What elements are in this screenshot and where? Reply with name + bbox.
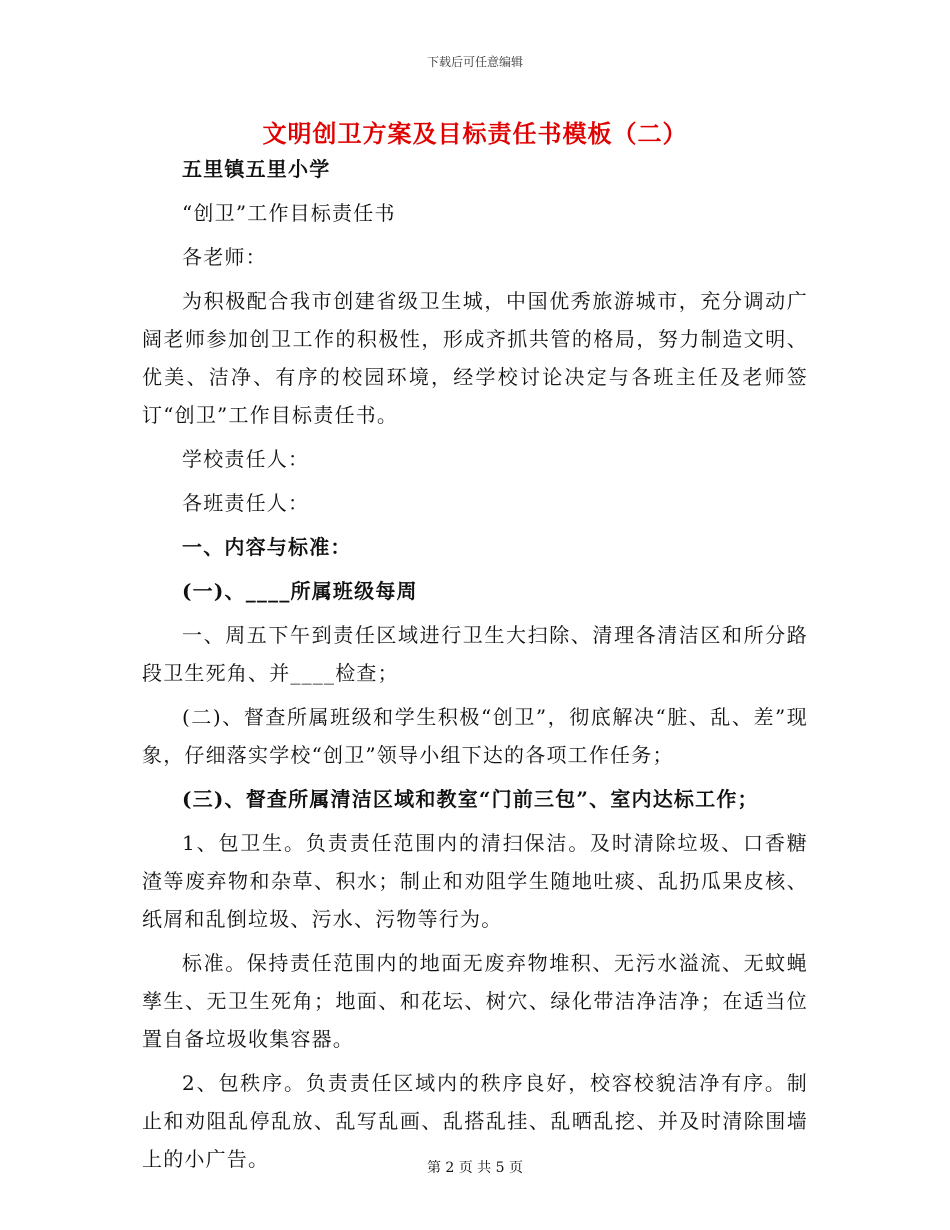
school-responsible-person: 学校责任人： (182, 447, 310, 471)
paragraph-order: 2、包秩序。负责责任区域内的秩序良好，校容校貌洁净有序。制止和劝阻乱停乱放、乱写乱画、乱搭乱挂、乱晒乱挖、并及时清除围墙上的小广告。 (142, 1071, 808, 1171)
school-name: 五里镇五里小学 (182, 157, 331, 181)
paragraph-supervise-students: (二)、督查所属班级和学生积极“创卫”，彻底解决“脏、乱、差”现象，仔细落实学校“创卫”领导小组下达的各项工作任务； (142, 705, 808, 767)
section-heading-content-standards: 一、内容与标准： (182, 535, 352, 559)
paragraph-weekly-cleaning: 一、周五下午到责任区域进行卫生大扫除、清理各清洁区和所分路段卫生死角、并____检查； (142, 623, 808, 685)
subsection-heading-1: (一)、____所属班级每周 (182, 579, 418, 603)
paragraph-hygiene-standard: 标准。保持责任范围内的地面无废弃物堆积、无污水溢流、无蚊蝇孳生、无卫生死角；地面、和花坛、树穴、绿化带洁净洁净；在适当位置自备垃圾收集容器。 (142, 951, 808, 1051)
page-number: 第 2 页 共 5 页 (426, 1160, 524, 1176)
subsection-heading-3: (三)、督查所属清洁区域和教室“门前三包”、室内达标工作； (182, 787, 759, 811)
class-responsible-person: 各班责任人： (182, 491, 310, 515)
paragraph-hygiene: 1、包卫生。负责责任范围内的清扫保洁。及时清除垃圾、口香糖渣等废弃物和杂草、积水；制止和劝阻学生随地吐痰、乱扔瓜果皮核、纸屑和乱倒垃圾、污水、污物等行为。 (142, 831, 808, 931)
header-note: 下载后可任意编辑 (426, 55, 523, 69)
document-title: 文明创卫方案及目标责任书模板（二） (262, 119, 688, 148)
salutation: 各老师： (182, 245, 267, 269)
document-body (142, 150, 808, 1184)
intro-paragraph: 为积极配合我市创建省级卫生城，中国优秀旅游城市，充分调动广阔老师参加创卫工作的积极性，形成齐抓共管的格局，努力制造文明、优美、洁净、有序的校园环境，经学校讨论决定与各班主任及老师签订“创卫”工作目标责任书。 (142, 289, 808, 427)
document-subtitle: “创卫”工作目标责任书 (182, 201, 396, 225)
